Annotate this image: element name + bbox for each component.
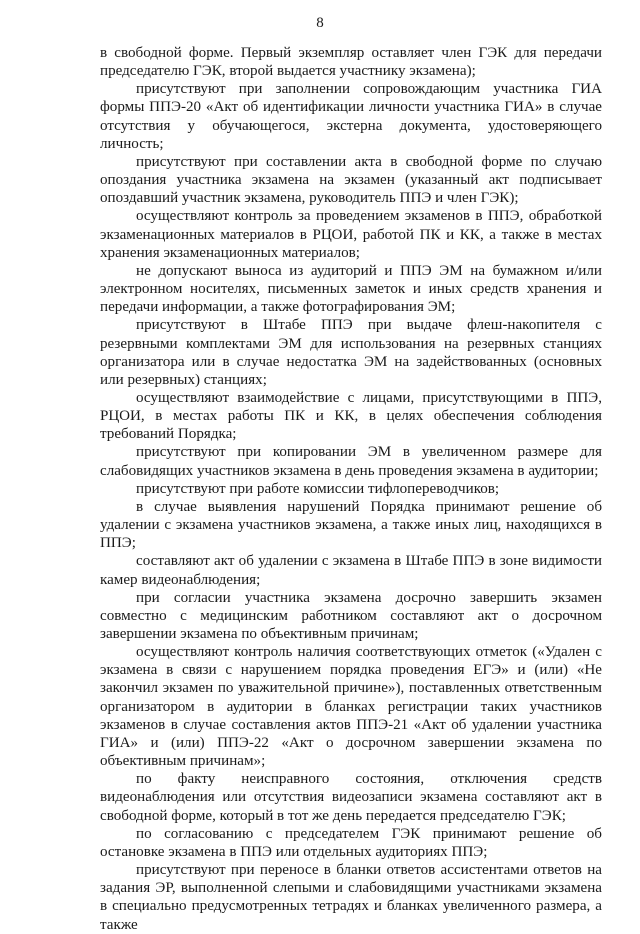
paragraph-5: не допускают выноса из аудиторий и ППЭ ЭМ на бумажном и/или электронном носителях, письменных заметок и иных средств хранения и передачи информации, а также фотографирования ЭМ;: [100, 262, 602, 316]
paragraph-6: присутствуют в Штабе ППЭ при выдаче флеш-накопителя с резервными комплектами ЭМ для использования на резервных станциях организатора или в случае недостатка ЭМ на задействованных (основных или резервных) станциях;: [100, 317, 602, 388]
paragraph-7: осуществляют взаимодействие с лицами, присутствующими в ППЭ, РЦОИ, в местах работы ПК и КК, в целях обеспечения соблюдения требований Порядка;: [100, 389, 602, 443]
document-body: [100, 44, 602, 934]
paragraph-4: осуществляют контроль за проведением экзаменов в ППЭ, обработкой экзаменационных материалов в РЦОИ, работой ПК и КК, а также в местах хранения экзаменационных материалов;: [100, 208, 602, 261]
paragraph-3: присутствуют при составлении акта в свободной форме по случаю опоздания участника экзамена на экзамен (указанный акт подписывает опоздавший участник экзамена, руководитель ППЭ и член ГЭК);: [100, 153, 602, 207]
paragraph-1: в свободной форме. Первый экземпляр оставляет член ГЭК для передачи председателю ГЭК, второй выдается участнику экзамена);: [100, 45, 602, 80]
paragraph-15: по согласованию с председателем ГЭК принимают решение об остановке экзамена в ППЭ или отдельных аудиториях ППЭ;: [100, 825, 602, 860]
paragraph-9: присутствуют при работе комиссии тифлопереводчиков;: [136, 480, 500, 497]
paragraph-8: присутствуют при копировании ЭМ в увеличенном размере для слабовидящих участников экзамена в день проведения экзамена в аудитории;: [100, 444, 602, 479]
paragraph-14: по факту неисправного состояния, отключения средств видеонаблюдения или отсутствия видеозаписи экзамена составляют акт в свободной форме, который в тот же день передается председателю ГЭК;: [100, 771, 602, 824]
paragraph-16: присутствуют при переносе в бланки ответов ассистентами ответов на задания ЭР, выполненной слепыми и слабовидящими участниками экзамена в специально предусмотренных тетрадях и бланках увеличенного размера, а также: [100, 862, 602, 933]
paragraph-12: при согласии участника экзамена досрочно завершить экзамен совместно с медицинским работником составляют акт о досрочном завершении экзамена по объективным причинам;: [100, 589, 602, 642]
page-number: 8: [316, 15, 324, 31]
paragraph-2: присутствуют при заполнении сопровождающим участника ГИА формы ППЭ-20 «Акт об идентификации личности участника ГИА» в случае отсутствия у обучающегося, экстерна документа, удостоверяющего личность;: [100, 81, 602, 152]
paragraph-10: в случае выявления нарушений Порядка принимают решение об удалении с экзамена участников экзамена, а также иных лиц, находящихся в ППЭ;: [100, 498, 602, 552]
paragraph-13: осуществляют контроль наличия соответствующих отметок («Удален с экзамена в связи с нарушением порядка проведения ЕГЭ» и (или) «Не закончил экзамен по уважительной причине»), поставленных ответственным организатором в аудитории в бланках регистрации таких участников экзаменов в случае составления актов ППЭ-21 «Акт об удалении участника ГИА» и (или) ППЭ-22 «Акт о досрочном завершении экзамена по объективным причинам»;: [100, 644, 602, 770]
paragraph-11: составляют акт об удалении с экзамена в Штабе ППЭ в зоне видимости камер видеонаблюдения;: [100, 553, 602, 588]
